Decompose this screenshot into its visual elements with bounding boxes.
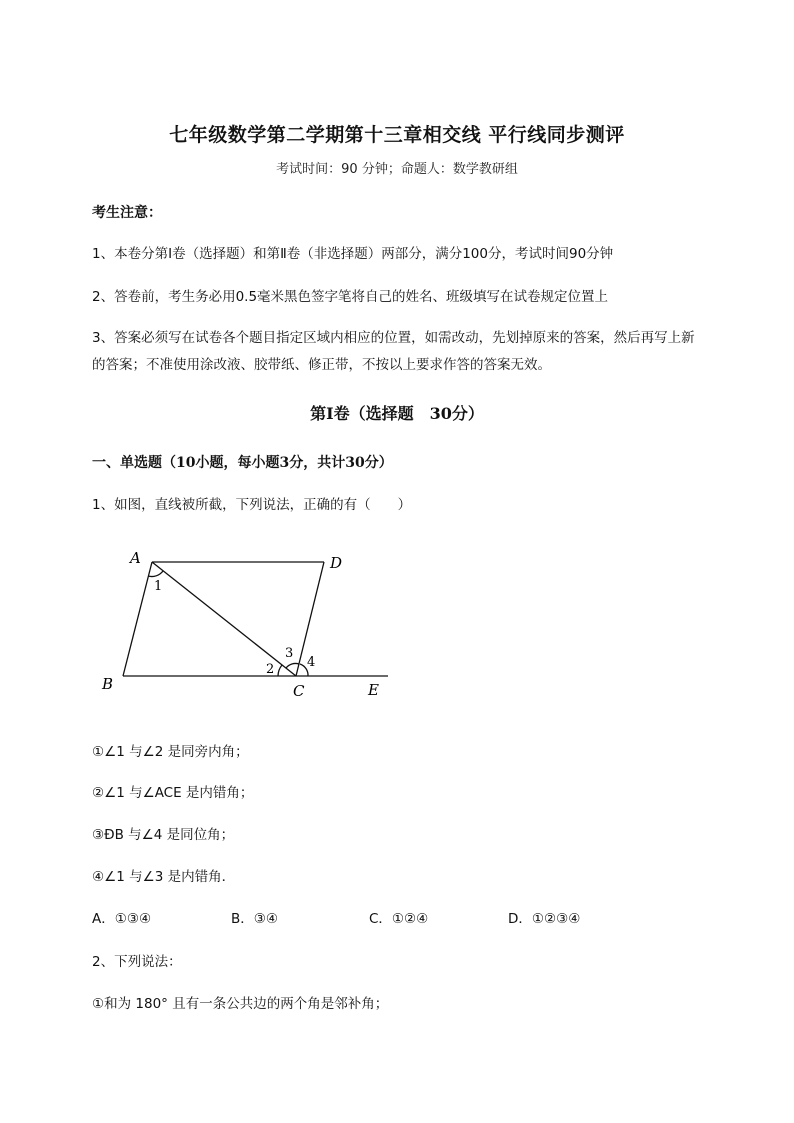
question-2-statement: ①和为 180° 且有一条公共边的两个角是邻补角；: [92, 996, 389, 1012]
point-label: C: [293, 682, 305, 700]
line-AB: [123, 562, 152, 676]
line-AC: [152, 562, 296, 676]
notice-heading: 考生注意：: [92, 205, 162, 221]
point-label: A: [130, 549, 141, 567]
option-c: C．①②④: [369, 911, 429, 927]
part-heading: 一、单选题（10小题，每小题3分，共计30分）: [92, 455, 393, 471]
question-1-statement: ④∠1 与∠3 是内错角．: [92, 869, 236, 885]
angle-label: 3: [285, 646, 294, 661]
angle-label: 2: [266, 662, 275, 677]
angle-3-arc: [286, 663, 299, 668]
page-title: 七年级数学第二学期第十三章相交线 平行线同步测评: [169, 124, 625, 146]
question-1-statement: ②∠1 与∠ACE 是内错角；: [92, 785, 254, 801]
angle-label: 1: [154, 579, 163, 594]
option-d: D．①②③④: [508, 911, 581, 927]
point-label: E: [368, 681, 379, 699]
geometry-figure: [90, 540, 400, 710]
angle-label: 4: [307, 655, 316, 670]
exam-subtitle: 考试时间：90 分钟；命题人：数学教研组: [276, 162, 518, 177]
question-1-stem: 1、如图，直线被所截，下列说法，正确的有（ ）: [92, 497, 412, 513]
angle-2-arc: [278, 665, 282, 676]
question-2-stem: 2、下列说法：: [92, 954, 182, 970]
option-b: B．③④: [231, 911, 278, 927]
option-a: A．①③④: [92, 911, 152, 927]
notice-item: 1、本卷分第I卷（选择题）和第Ⅱ卷（非选择题）两部分，满分100分，考试时间90分钟: [92, 246, 614, 262]
angle-1-arc: [148, 571, 163, 577]
point-label: B: [102, 675, 114, 693]
notice-item: 3、答案必须写在试卷各个题目指定区域内相应的位置，如需改动，先划掉原来的答案，然后再写上新: [92, 330, 695, 346]
question-1-statement: ③ÐB 与∠4 是同位角；: [92, 827, 235, 843]
point-label: D: [330, 554, 343, 572]
question-1-statement: ①∠1 与∠2 是同旁内角；: [92, 744, 249, 760]
notice-item: 2、答卷前，考生务必用0.5毫米黑色签字笔将自己的姓名、班级填写在试卷规定位置上: [92, 289, 609, 305]
section-title: 第I卷（选择题 30分）: [310, 404, 484, 423]
notice-item: 的答案；不准使用涂改液、胶带纸、修正带，不按以上要求作答的答案无效。: [92, 357, 551, 373]
